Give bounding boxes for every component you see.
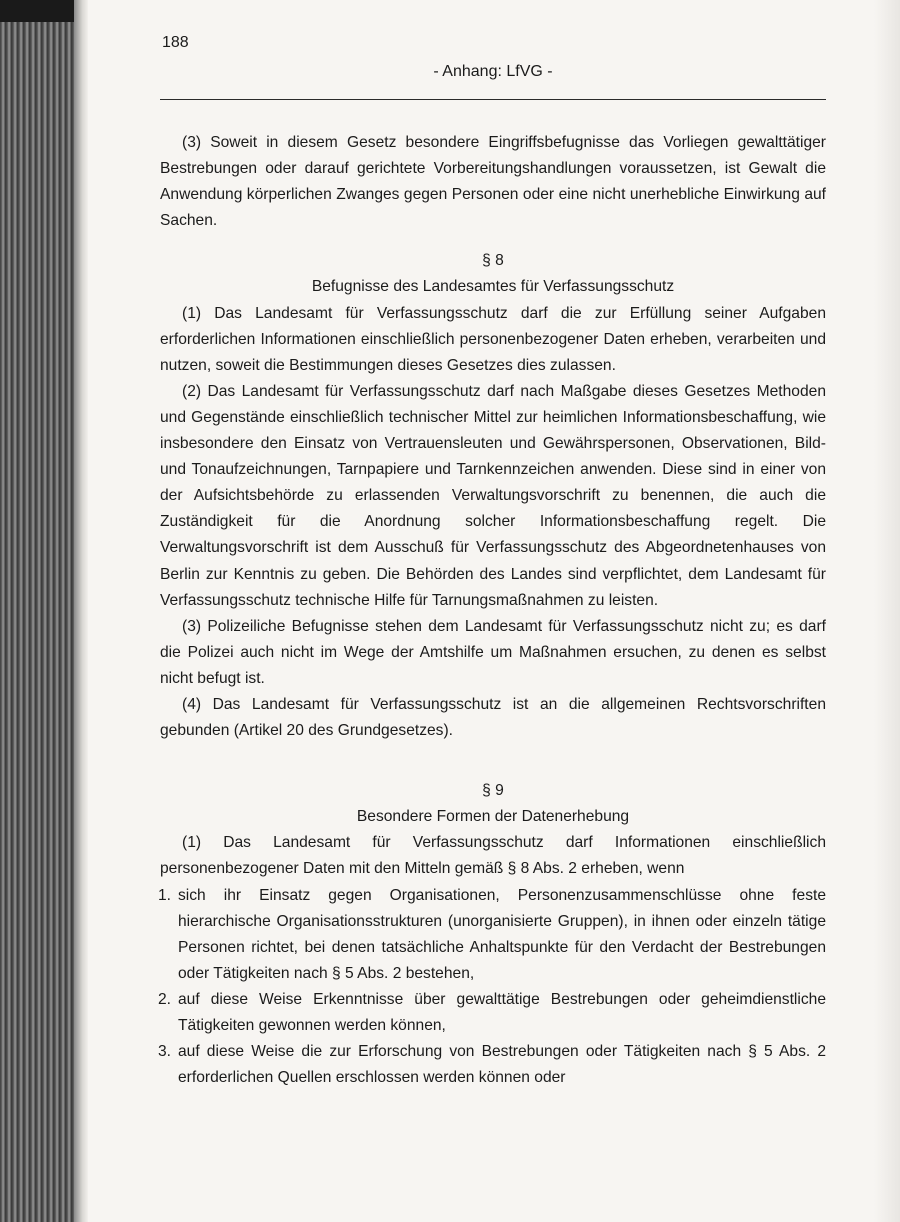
list-item-text: auf diese Weise Erkenntnisse über gewalttätige Bestrebungen oder geheimdienstliche Tätigkeiten gewonnen werden können, bbox=[178, 990, 826, 1034]
list-item-text: auf diese Weise die zur Erforschung von Bestrebungen oder Tätigkeiten nach § 5 Abs. 2 erforderlichen Quellen erschlossen werden können oder bbox=[178, 1043, 826, 1087]
list-item bbox=[160, 1039, 826, 1091]
section-9-title: Besondere Formen der Datenerhebung bbox=[356, 808, 630, 826]
list-item-number: 2. bbox=[158, 990, 172, 1008]
list-item-text: sich ihr Einsatz gegen Organisationen, Personenzusammenschlüsse ohne feste hierarchische Organisationsstrukturen (unorganisierte Gruppen), in ihnen oder einzeln tätige Personen richtet, bei denen tatsächliche Anhaltspunkte für den Verdacht der Bestrebungen oder Tätigkeiten nach § 5 Abs. 2 bestehen, bbox=[178, 886, 826, 982]
list-item-number: 1. bbox=[158, 886, 172, 904]
paragraph: (4) Das Landesamt für Verfassungsschutz ist an die allgemeinen Rechtsvorschriften gebunden (Artikel 20 des Grundgesetzes). bbox=[160, 695, 826, 740]
paragraph: (3) Polizeiliche Befugnisse stehen dem Landesamt für Verfassungsschutz nicht zu; es darf die Polizei auch nicht im Wege der Amtshilfe um Maßnahmen ersuchen, zu denen es selbst nicht befugt ist. bbox=[160, 617, 826, 687]
book-spine-edge bbox=[0, 0, 74, 1222]
page-number: 188 bbox=[162, 34, 189, 51]
section-9-number: § 9 bbox=[482, 782, 504, 800]
running-title: - Anhang: LfVG - bbox=[433, 63, 553, 80]
section-8-number: § 8 bbox=[482, 252, 504, 270]
list-item bbox=[160, 987, 826, 1039]
paragraph: (1) Das Landesamt für Verfassungsschutz darf die zur Erfüllung seiner Aufgaben erforderlichen Informationen einschließlich personenbezogener Daten erheben, verarbeiten und nutzen, soweit die Bestimmungen dieses Gesetzes dies zulassen. bbox=[160, 304, 826, 374]
header-rule bbox=[160, 99, 826, 100]
list-item-number: 3. bbox=[158, 1043, 172, 1061]
paragraph: (3) Soweit in diesem Gesetz besondere Eingriffsbefugnisse das Vorliegen gewalttätiger Bestrebungen oder darauf gerichtete Vorbereitungshandlungen voraussetzen, ist Gewalt die Anwendung körperlichen Zwanges gegen Personen oder eine nicht unerhebliche Einwirkung auf Sachen. bbox=[160, 134, 826, 230]
page-edge-shadow bbox=[874, 0, 900, 1222]
list-item bbox=[160, 883, 826, 987]
paragraph: (1) Das Landesamt für Verfassungsschutz darf Informationen einschließlich personenbezogener Daten mit den Mitteln gemäß § 8 Abs. 2 erheben, wenn bbox=[160, 834, 826, 878]
page-gutter bbox=[74, 0, 88, 1222]
numbered-list bbox=[160, 883, 826, 1092]
paragraph: (2) Das Landesamt für Verfassungsschutz darf nach Maßgabe dieses Gesetzes Methoden und Gegenstände einschließlich technischer Mittel zur heimlichen Informationsbeschaffung, wie insbesondere den Einsatz von Vertrauensleuten und Gewährspersonen, Observationen, Bild- und Tonaufzeichnungen, Tarnpapiere und Tarnkennzeichen anwenden. Diese sind in einer von der Aufsichtsbehörde zu erlassenden Verwaltungsvorschrift zu benennen, die auch die Zuständigkeit für die Anordnung solcher Informationsbeschaffung regelt. Die Verwaltungsvorschrift ist dem Ausschuß für Verfassungsschutz des Abgeordnetenhauses von Berlin zur Kenntnis zu geben. Die Behörden des Landes sind verpflichtet, dem Landesamt für Verfassungsschutz technische Hilfe für Tarnungsmaßnahmen zu leisten. bbox=[160, 382, 826, 609]
document-body bbox=[160, 130, 826, 1091]
section-8-title: Befugnisse des Landesamtes für Verfassungsschutz bbox=[311, 278, 675, 296]
